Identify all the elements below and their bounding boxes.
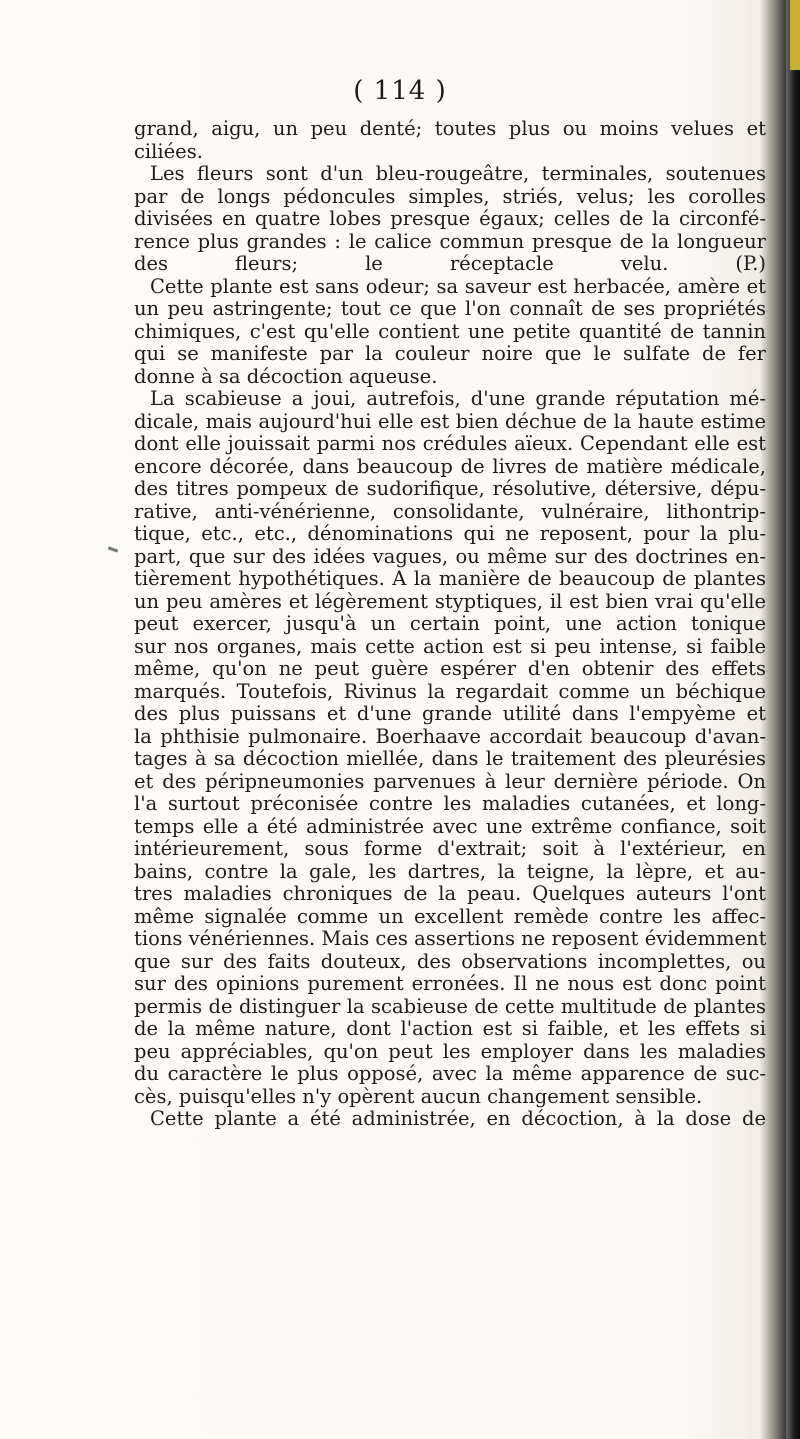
text-line: un peu amères et légèrement styptiques, il est bien vrai qu'elle xyxy=(134,590,766,613)
text-line: grand, aigu, un peu denté; toutes plus ou moins velues et xyxy=(134,118,766,140)
text-line: sur nos organes, mais cette action est si peu intense, si faible xyxy=(134,635,766,658)
text-line: chimiques, c'est qu'elle contient une petite quantité de tannin xyxy=(134,320,766,343)
text-line: tièrement hypothétiques. A la manière de beaucoup de plantes xyxy=(134,568,766,590)
text-line: marqués. Toutefois, Rivinus la regardait comme un béchique xyxy=(134,680,766,703)
text-line: sur des opinions purement erronées. Il ne nous est donc point xyxy=(134,973,766,995)
text-line: l'a surtout préconisée contre les maladies cutanées, et long- xyxy=(134,793,766,815)
text-line: par de longs pédoncules simples, striés, velus; les corolles xyxy=(134,185,766,208)
text-line: un peu astringente; tout ce que l'on connaît de ses propriétés xyxy=(134,298,766,320)
text-line: même, qu'on ne peut guère espérer d'en obtenir des effets xyxy=(134,658,766,680)
text-line: temps elle a été administrée avec une extrême confiance, soit xyxy=(134,815,766,838)
text-line: des fleurs; le réceptacle velu. (P.) xyxy=(134,253,766,275)
text-line: ciliées. xyxy=(134,140,203,163)
text-line: permis de distinguer la scabieuse de cette multitude de plantes xyxy=(134,995,766,1018)
text-line: qui se manifeste par la couleur noire que le sulfate de fer xyxy=(134,343,766,365)
text-line: cès, puisqu'elles n'y opèrent aucun changement sensible. xyxy=(134,1085,703,1108)
text-line: de la même nature, dont l'action est si faible, et les effets si xyxy=(134,1018,766,1040)
page-number: ( 114 ) xyxy=(353,76,447,106)
text-line: Cette plante a été administrée, en décoction, à la dose de xyxy=(150,1108,766,1130)
text-line: que sur des faits douteux, des observations incomplettes, ou xyxy=(134,950,766,973)
text-line: intérieurement, sous forme d'extrait; soit à l'extérieur, en xyxy=(134,838,766,860)
text-line: du caractère le plus opposé, avec la même apparence de suc- xyxy=(134,1063,766,1085)
text-line: tions vénériennes. Mais ces assertions ne reposent évidemment xyxy=(134,928,766,950)
text-line: Cette plante est sans odeur; sa saveur est herbacée, amère et xyxy=(150,275,766,298)
text-line: donne à sa décoction aqueuse. xyxy=(134,365,438,388)
text-line: même signalée comme un excellent remède contre les affec- xyxy=(134,905,766,928)
text-line: part, que sur des idées vagues, ou même sur des doctrines en- xyxy=(134,545,766,568)
body-text xyxy=(134,118,766,1131)
text-line: peu appréciables, qu'on peut les employer dans les maladies xyxy=(134,1040,766,1063)
text-line: dicale, mais aujourd'hui elle est bien déchue de la haute estime xyxy=(134,410,766,433)
text-line: tages à sa décoction miellée, dans le traitement des pleurésies xyxy=(134,748,766,770)
ink-mark xyxy=(108,546,118,552)
text-line: des plus puissans et d'une grande utilité dans l'empyème et xyxy=(134,703,766,725)
text-line: tres maladies chroniques de la peau. Quelques auteurs l'ont xyxy=(134,883,766,905)
text-line: divisées en quatre lobes presque égaux; celles de la circonfé- xyxy=(134,208,766,230)
text-line: encore décorée, dans beaucoup de livres de matière médicale, xyxy=(134,455,766,478)
text-line: peut exercer, jusqu'à un certain point, une action tonique xyxy=(134,613,766,635)
text-line: dont elle jouissait parmi nos crédules aïeux. Cependant elle est xyxy=(134,433,766,455)
text-line: rence plus grandes : le calice commun presque de la longueur xyxy=(134,230,766,253)
bookmark-tab xyxy=(790,0,800,70)
text-line: des titres pompeux de sudorifique, résolutive, détersive, dépu- xyxy=(134,478,766,500)
text-line: Les fleurs sont d'un bleu-rougeâtre, terminales, soutenues xyxy=(150,163,766,185)
text-line: tique, etc., etc., dénominations qui ne reposent, pour la plu- xyxy=(134,523,766,545)
text-line: rative, anti-vénérienne, consolidante, vulnéraire, lithontrip- xyxy=(134,500,766,523)
text-line: et des péripneumonies parvenues à leur dernière période. On xyxy=(134,770,766,793)
text-line: bains, contre la gale, les dartres, la teigne, la lèpre, et au- xyxy=(134,860,766,883)
text-line: la phthisie pulmonaire. Boerhaave accordait beaucoup d'avan- xyxy=(134,725,766,748)
page-edge-shadow xyxy=(786,0,800,1439)
text-line: La scabieuse a joui, autrefois, d'une grande réputation mé- xyxy=(150,388,766,410)
